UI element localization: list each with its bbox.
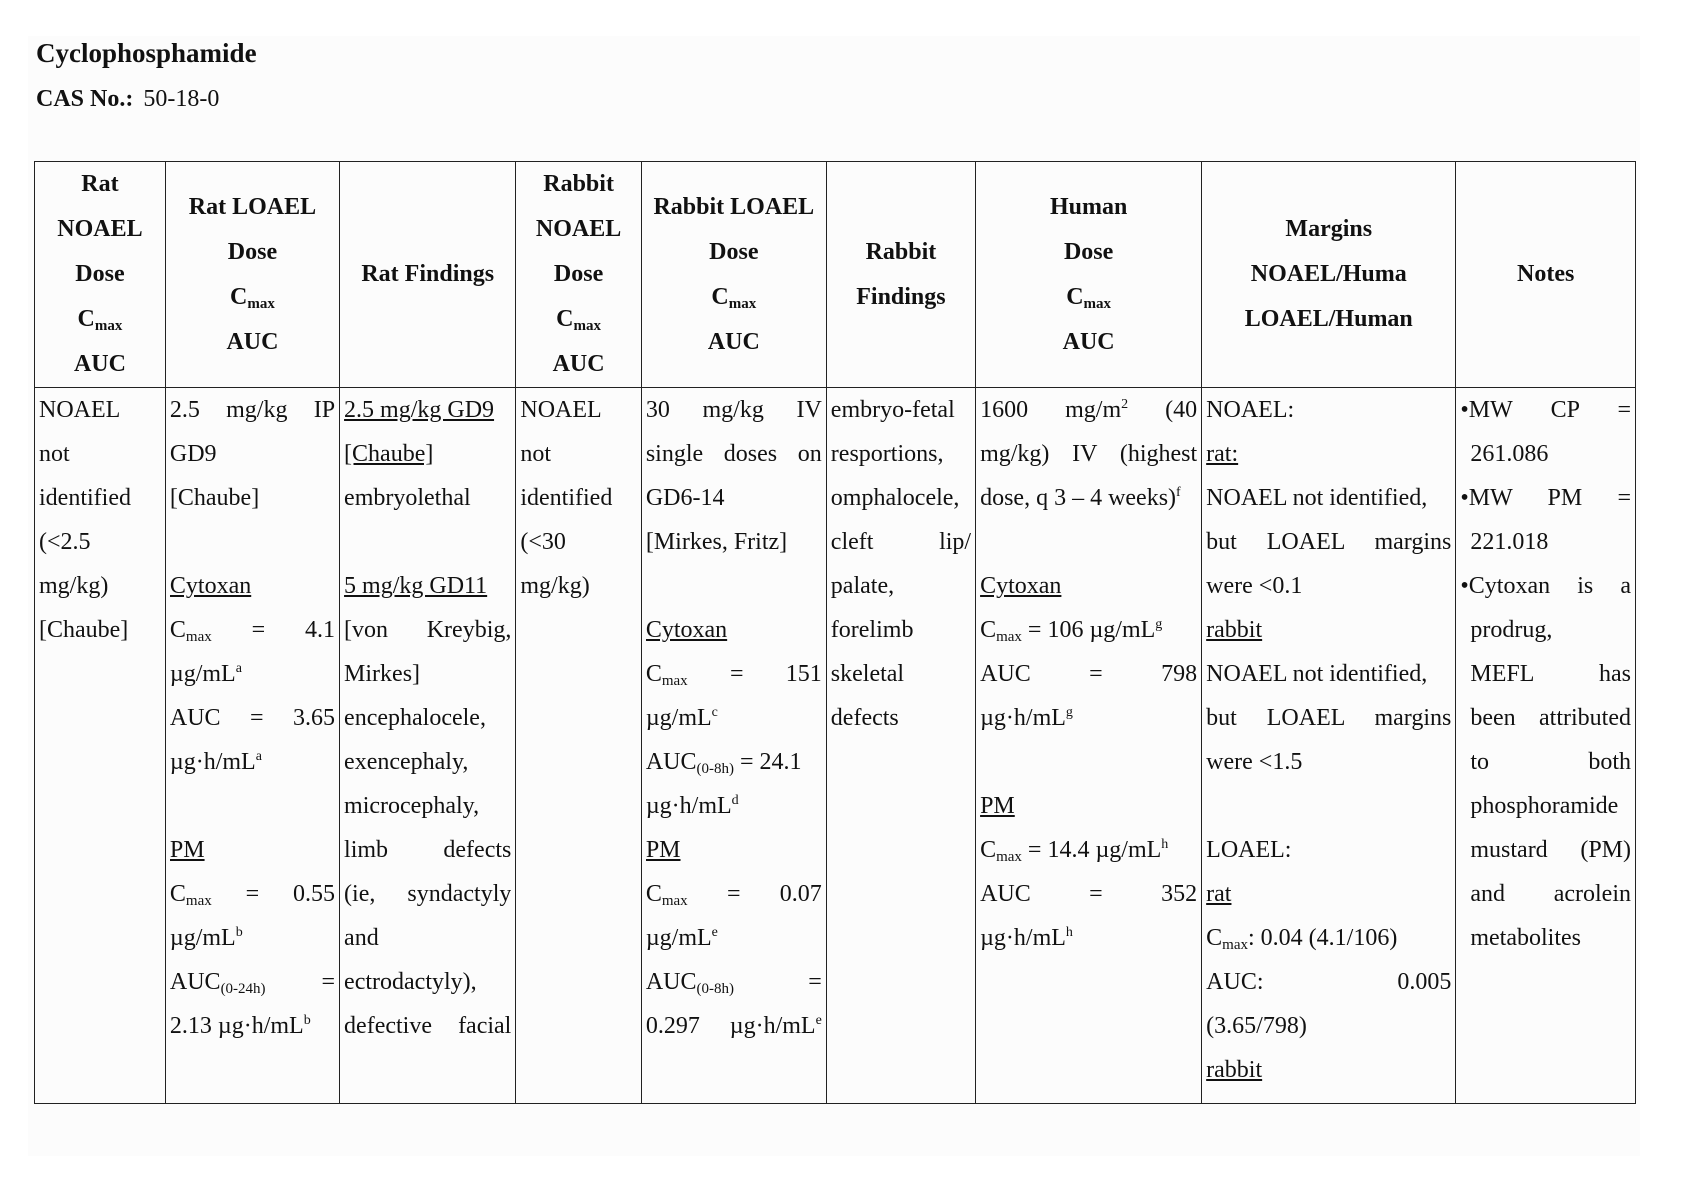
col-header-rat-loael: Rat LOAEL Dose $C_{max}$ AUC [165,162,339,388]
cas-label: CAS No.: [36,86,134,112]
col-header-rabbit-loael: Rabbit LOAEL Dose $C_{max}$ AUC [641,162,826,388]
cell-rat-loael: 2.5 mg/kg IP GD9 [Chaube] Cytoxan $C_{max} = 4.1$ $\mu g/mL^a$ AUC = 3.65 $\mu g\cdot h/mL^a$ PM $C_{max} = 0.55$ $\mu g/mL^b$ $AUC_{(0-24h)}$ = 2.13 $\mu g\cdot h/mL^b$ [165,388,339,1104]
table-row [35,388,1636,1104]
cell-human: 1600 $mg/m^2$ (40 mg/kg) IV (highest dose, q 3 – 4 weeks)$^f$ Cytoxan $C_{max} = 106$ $\mu g/mL^g$ AUC = 798 $\mu g\cdot h/mL^g$ PM $C_{max} = 14.4$ $\mu g/mL^h$ AUC = 352 $\mu g\cdot h/mL^h$ [976,388,1202,1104]
cas-number [36,86,219,113]
col-header-rabbit-findings: Rabbit Findings [826,162,975,388]
cell-rabbit-noael: NOAEL not identified (<30 mg/kg) [516,388,641,1104]
table-header-row [35,162,1636,388]
col-header-rat-noael: Rat NOAEL Dose $C_{max}$ AUC [35,162,166,388]
col-header-rabbit-noael: Rabbit NOAEL Dose $C_{max}$ AUC [516,162,641,388]
list-item: • Cytoxan is a [1460,564,1631,608]
cas-value: 50-18-0 [143,86,220,112]
list-item: • MW PM = [1460,476,1631,520]
col-header-margins: Margins NOAEL/Huma LOAEL/Human [1202,162,1456,388]
col-header-human: Human Dose $C_{max}$ AUC [976,162,1202,388]
cell-rat-findings: 2.5 mg/kg GD9 [Chaube] embryolethal 5 mg/kg GD11 [von Kreybig, Mirkes] encephalocele, exencephaly, microcephaly, limb defects (ie, syndactyly and ectrodactyly), defective facial [340,388,516,1104]
col-header-rat-findings: Rat Findings [340,162,516,388]
list-item: • MW CP = [1460,388,1631,432]
cell-margins: NOAEL: rat: NOAEL not identified, but LOAEL margins were <0.1 rabbit NOAEL not identified, but LOAEL margins were <1.5 LOAEL: rat $C_{max}$: 0.04 (4.1/106) AUC: 0.005 (3.65/798) rabbit [1202,388,1456,1104]
col-header-notes: Notes [1456,162,1636,388]
cell-rabbit-findings: embryo-fetal resportions, omphalocele, cleft lip/ palate, forelimb skeletal defects [826,388,975,1104]
cell-notes: • MW CP = 261.086 • MW PM = 221.018 • Cytoxan is a prodrug, MEFL has been attributed to both phosphoramide mustard (PM) and acrolein metabolites [1456,388,1636,1104]
cmax-header: $C_{max}$ [77,306,123,334]
document-page [28,36,1640,1156]
document-title: Cyclophosphamide [36,38,257,68]
cell-rabbit-loael: 30 mg/kg IV single doses on GD6-14 [Mirkes, Fritz] Cytoxan $C_{max} = 151$ $\mu g/mL^c$ $AUC_{(0-8h)} = 24.1$ $\mu g\cdot h/mL^d$ PM $C_{max} = 0.07$ $\mu g/mL^e$ $AUC_{(0-8h)}$ = 0.297 $\mu g\cdot h/mL^e$ [641,388,826,1104]
data-table [34,161,1636,1104]
cell-rat-noael: NOAEL not identified (<2.5 mg/kg) [Chaube] [35,388,166,1104]
